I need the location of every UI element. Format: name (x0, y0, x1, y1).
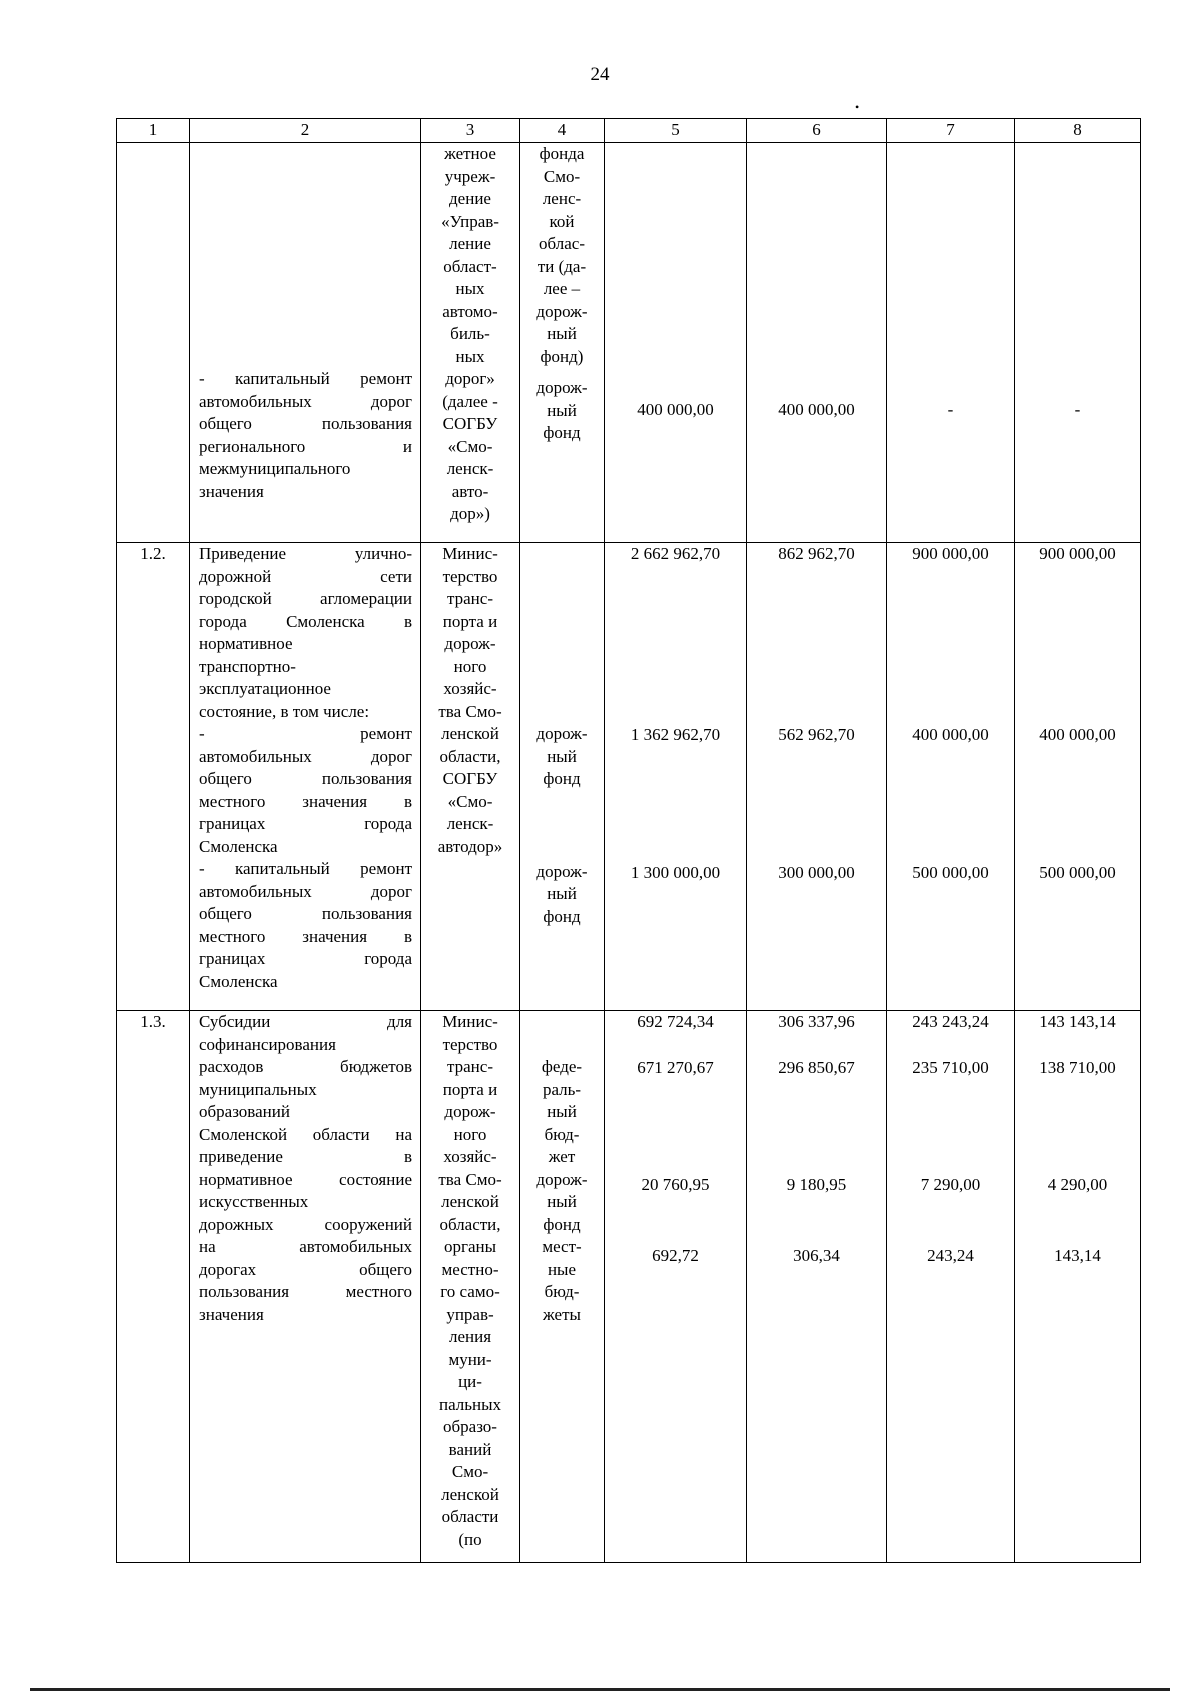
value-cell (605, 1011, 747, 1563)
value: - (947, 400, 954, 419)
text-line: ци- (458, 1372, 482, 1391)
executor-text (421, 543, 519, 858)
text-line: дение (449, 189, 491, 208)
value-cell (1015, 543, 1141, 1011)
header-cell: 6 (747, 119, 887, 143)
text-line: ный (547, 1102, 577, 1121)
source-text (520, 1056, 604, 1169)
value-cell (887, 1011, 1015, 1563)
header-cell: 3 (421, 119, 520, 143)
text-line: транс- (447, 1057, 493, 1076)
text-line: облас- (539, 234, 585, 253)
activity-text (199, 858, 412, 993)
table-row (117, 1011, 1141, 1563)
text-line: лее – (543, 279, 581, 298)
text-line: - капитальный ремонт (199, 859, 412, 878)
executor-cell (421, 543, 520, 1011)
text-line: образований (199, 1102, 290, 1121)
text-line: бюд- (544, 1124, 580, 1144)
executor-cell (421, 143, 520, 543)
text-line: ленс- (542, 189, 582, 208)
value: 400 000,00 (1039, 724, 1116, 744)
text-line: ный (547, 884, 577, 903)
text-line: фонд (543, 423, 581, 442)
text-line: мест- (542, 1237, 582, 1256)
text-line: СОГБУ (442, 414, 498, 433)
source-text (520, 1169, 604, 1237)
text-line: Минис- (442, 1012, 498, 1031)
text-line: терство (442, 1034, 498, 1054)
activity-text (199, 723, 412, 858)
text-line: городской агломерации (199, 589, 412, 608)
text-line: дорож- (536, 301, 588, 321)
text-line: местного значения в (199, 926, 412, 946)
header-cell: 4 (520, 119, 605, 143)
text-line: фонд (543, 1214, 581, 1234)
page-number: 24 (590, 64, 610, 85)
text-line: феде- (541, 1057, 583, 1076)
value: 306,34 (793, 1245, 840, 1265)
text-line: раль- (542, 1079, 582, 1099)
text-line: терство (442, 566, 498, 586)
text-line: автомобильных дорог (199, 881, 412, 901)
value: 500 000,00 (912, 863, 989, 882)
text-line: ных (455, 346, 485, 366)
value: 1 362 962,70 (630, 724, 721, 744)
text-line: ный (547, 746, 577, 766)
text-line: нормативное состояние (199, 1169, 412, 1189)
text-line: жет (548, 1147, 576, 1166)
text-line: дорогах общего (199, 1259, 412, 1279)
text-line: ленской (441, 1192, 499, 1211)
value: 296 850,67 (778, 1057, 855, 1077)
activity-cell (190, 143, 421, 543)
source-cell (520, 1011, 605, 1563)
text-line: софинансирования (199, 1034, 336, 1054)
scan-speck: • (855, 100, 860, 114)
text-line: биль- (450, 324, 490, 343)
text-line: автодор» (437, 836, 503, 856)
text-line: тва Смо- (438, 701, 502, 721)
text-line: СОГБУ (442, 769, 498, 788)
value: 7 290,00 (920, 1175, 981, 1194)
text-line: дор») (450, 504, 490, 523)
text-line: дорож- (536, 1169, 588, 1189)
text-line: порта и (442, 1079, 498, 1099)
text-line: муниципальных (199, 1079, 317, 1099)
text-line: области, (439, 1214, 501, 1234)
text-line: «Смо- (447, 436, 493, 456)
value-cell (1015, 143, 1141, 543)
text-line: Минис- (442, 544, 498, 563)
text-line: дорож- (444, 634, 496, 653)
text-line: жеты (543, 1304, 581, 1324)
value-cell (605, 143, 747, 543)
value: 9 180,95 (786, 1175, 847, 1194)
value: 243 243,24 (912, 1012, 989, 1031)
text-line: ный (547, 400, 577, 420)
value-cell (747, 1011, 887, 1563)
header-cell: 2 (190, 119, 421, 143)
value: 306 337,96 (778, 1012, 855, 1031)
text-line: ления (448, 1327, 492, 1346)
value-cell (887, 543, 1015, 1011)
value: - (1074, 400, 1081, 419)
text-line: го само- (440, 1282, 500, 1301)
text-line: транс- (447, 589, 493, 608)
text-line: учреж- (444, 166, 496, 186)
text-line: автомобильных дорог (199, 391, 412, 411)
value-cell (1015, 1011, 1141, 1563)
text-line: значения (199, 481, 264, 501)
text-line: бюд- (544, 1282, 580, 1301)
source-text (520, 723, 604, 791)
text-line: области (441, 1507, 499, 1526)
text-line: жетное (444, 144, 496, 163)
text-line: границах города (199, 814, 412, 833)
text-line: ные (547, 1259, 577, 1279)
value-cell (887, 143, 1015, 543)
text-line: дорог» (445, 369, 495, 388)
value: 400 000,00 (912, 724, 989, 744)
text-line: Смо- (451, 1462, 489, 1481)
text-line: ных (455, 279, 485, 298)
text-line: дорож- (536, 378, 588, 397)
value: 692,72 (652, 1245, 699, 1265)
text-line: фонд (543, 769, 581, 788)
row-number: 1.3. (117, 1011, 190, 1563)
value: 243,24 (927, 1245, 974, 1265)
value: 235 710,00 (912, 1057, 989, 1077)
text-line: транспортно- (199, 656, 296, 676)
text-line: местно- (441, 1259, 499, 1279)
scan-edge (30, 1688, 1170, 1691)
text-line: авто- (451, 481, 489, 501)
text-line: Смоленской области на (199, 1124, 412, 1144)
row-number (117, 143, 190, 543)
text-line: (далее - (442, 391, 498, 411)
text-line: ленской (441, 724, 499, 743)
text-line: дорож- (536, 861, 588, 881)
value: 671 270,67 (637, 1057, 714, 1077)
row-number: 1.2. (117, 543, 190, 1011)
text-line: общего пользования (199, 414, 412, 433)
text-line: «Управ- (441, 211, 499, 231)
activity-text (199, 543, 412, 723)
text-line: ного (453, 1124, 487, 1144)
value: 400 000,00 (637, 400, 714, 419)
source-cell (520, 543, 605, 1011)
text-line: эксплуатационное (199, 679, 331, 698)
value: 143,14 (1054, 1245, 1101, 1265)
text-line: хозяйс- (443, 679, 497, 698)
text-line: Смоленска (199, 836, 278, 856)
text-line: автомо- (442, 301, 498, 321)
text-line: ный (547, 1192, 577, 1211)
text-line: ление (449, 234, 491, 253)
executor-text (421, 1011, 519, 1551)
text-line: Смоленска (199, 971, 278, 991)
text-line: значения (199, 1304, 264, 1324)
text-line: ленск- (446, 459, 494, 478)
text-line: регионального и (199, 436, 412, 456)
text-line: порта и (442, 611, 498, 631)
value: 400 000,00 (778, 400, 855, 419)
value: 138 710,00 (1039, 1057, 1116, 1077)
text-line: пользования местного (199, 1282, 412, 1301)
text-line: пальных (438, 1394, 502, 1414)
source-text (520, 377, 604, 445)
value: 562 962,70 (778, 724, 855, 744)
text-line: фонда (539, 144, 585, 163)
table-row (117, 543, 1141, 1011)
text-line: ный (547, 324, 577, 343)
activity-text (199, 368, 412, 503)
text-line: общего пользования (199, 769, 412, 788)
value: 500 000,00 (1039, 863, 1116, 882)
text-line: общего пользования (199, 904, 412, 923)
executor-cell (421, 1011, 520, 1563)
text-line: дорож- (444, 1102, 496, 1121)
text-line: межмуниципального (199, 459, 351, 478)
text-line: расходов бюджетов (199, 1057, 412, 1076)
text-line: автомобильных дорог (199, 746, 412, 766)
text-line: - капитальный ремонт (199, 369, 412, 388)
header-row (117, 119, 1141, 143)
text-line: состояние, в том числе: (199, 701, 370, 721)
text-line: города Смоленска в (199, 611, 412, 631)
text-line: дорожных сооружений (199, 1214, 412, 1234)
text-line: дорожной сети (199, 566, 412, 586)
activity-cell (190, 543, 421, 1011)
text-line: хозяйс- (443, 1147, 497, 1166)
value-cell (605, 543, 747, 1011)
text-line: искусственных (199, 1192, 309, 1211)
text-line: кой (549, 211, 575, 231)
value: 300 000,00 (778, 863, 855, 882)
activity-text (199, 1011, 412, 1326)
header-cell: 7 (887, 119, 1015, 143)
header-cell: 8 (1015, 119, 1141, 143)
text-line: Смо- (543, 166, 581, 186)
text-line: фонд (543, 906, 581, 926)
text-line: муни- (448, 1349, 492, 1369)
text-line: на автомобильных (199, 1237, 412, 1256)
text-line: ти (да- (537, 256, 587, 276)
source-text (520, 861, 604, 929)
text-line: ного (453, 656, 487, 676)
text-line: тва Смо- (438, 1169, 502, 1189)
text-line: - ремонт (199, 724, 412, 743)
text-line: «Смо- (447, 791, 493, 811)
text-line: приведение в (199, 1147, 412, 1166)
text-line: границах города (199, 949, 412, 968)
source-text (520, 1236, 604, 1326)
source-text (520, 143, 604, 368)
text-line: ваний (448, 1439, 492, 1459)
value: 692 724,34 (637, 1012, 714, 1031)
source-cell (520, 143, 605, 543)
value: 1 300 000,00 (630, 863, 721, 882)
text-line: област- (443, 256, 497, 276)
table-row (117, 143, 1141, 543)
text-line: Субсидии для (199, 1012, 412, 1031)
value: 4 290,00 (1047, 1175, 1108, 1194)
value: 900 000,00 (1039, 544, 1116, 563)
activity-cell (190, 1011, 421, 1563)
value: 900 000,00 (912, 544, 989, 563)
text-line: ленской (441, 1484, 499, 1504)
header-cell: 1 (117, 119, 190, 143)
value-cell (747, 543, 887, 1011)
value: 862 962,70 (778, 544, 855, 563)
text-line: области, (439, 746, 501, 766)
budget-table (116, 118, 1141, 1563)
header-cell: 5 (605, 119, 747, 143)
text-line: ленск- (446, 814, 494, 833)
text-line: управ- (446, 1304, 494, 1324)
executor-text (421, 143, 519, 526)
text-line: органы (443, 1237, 497, 1256)
text-line: нормативное (199, 634, 293, 653)
text-line: (по (458, 1529, 482, 1549)
value-cell (747, 143, 887, 543)
text-line: Приведение улично- (199, 544, 412, 563)
text-line: дорож- (536, 724, 588, 743)
value: 143 143,14 (1039, 1012, 1116, 1031)
value: 20 760,95 (641, 1175, 710, 1194)
text-line: фонд) (540, 346, 584, 366)
value: 2 662 962,70 (630, 544, 721, 563)
text-line: образо- (443, 1417, 497, 1436)
text-line: местного значения в (199, 791, 412, 811)
